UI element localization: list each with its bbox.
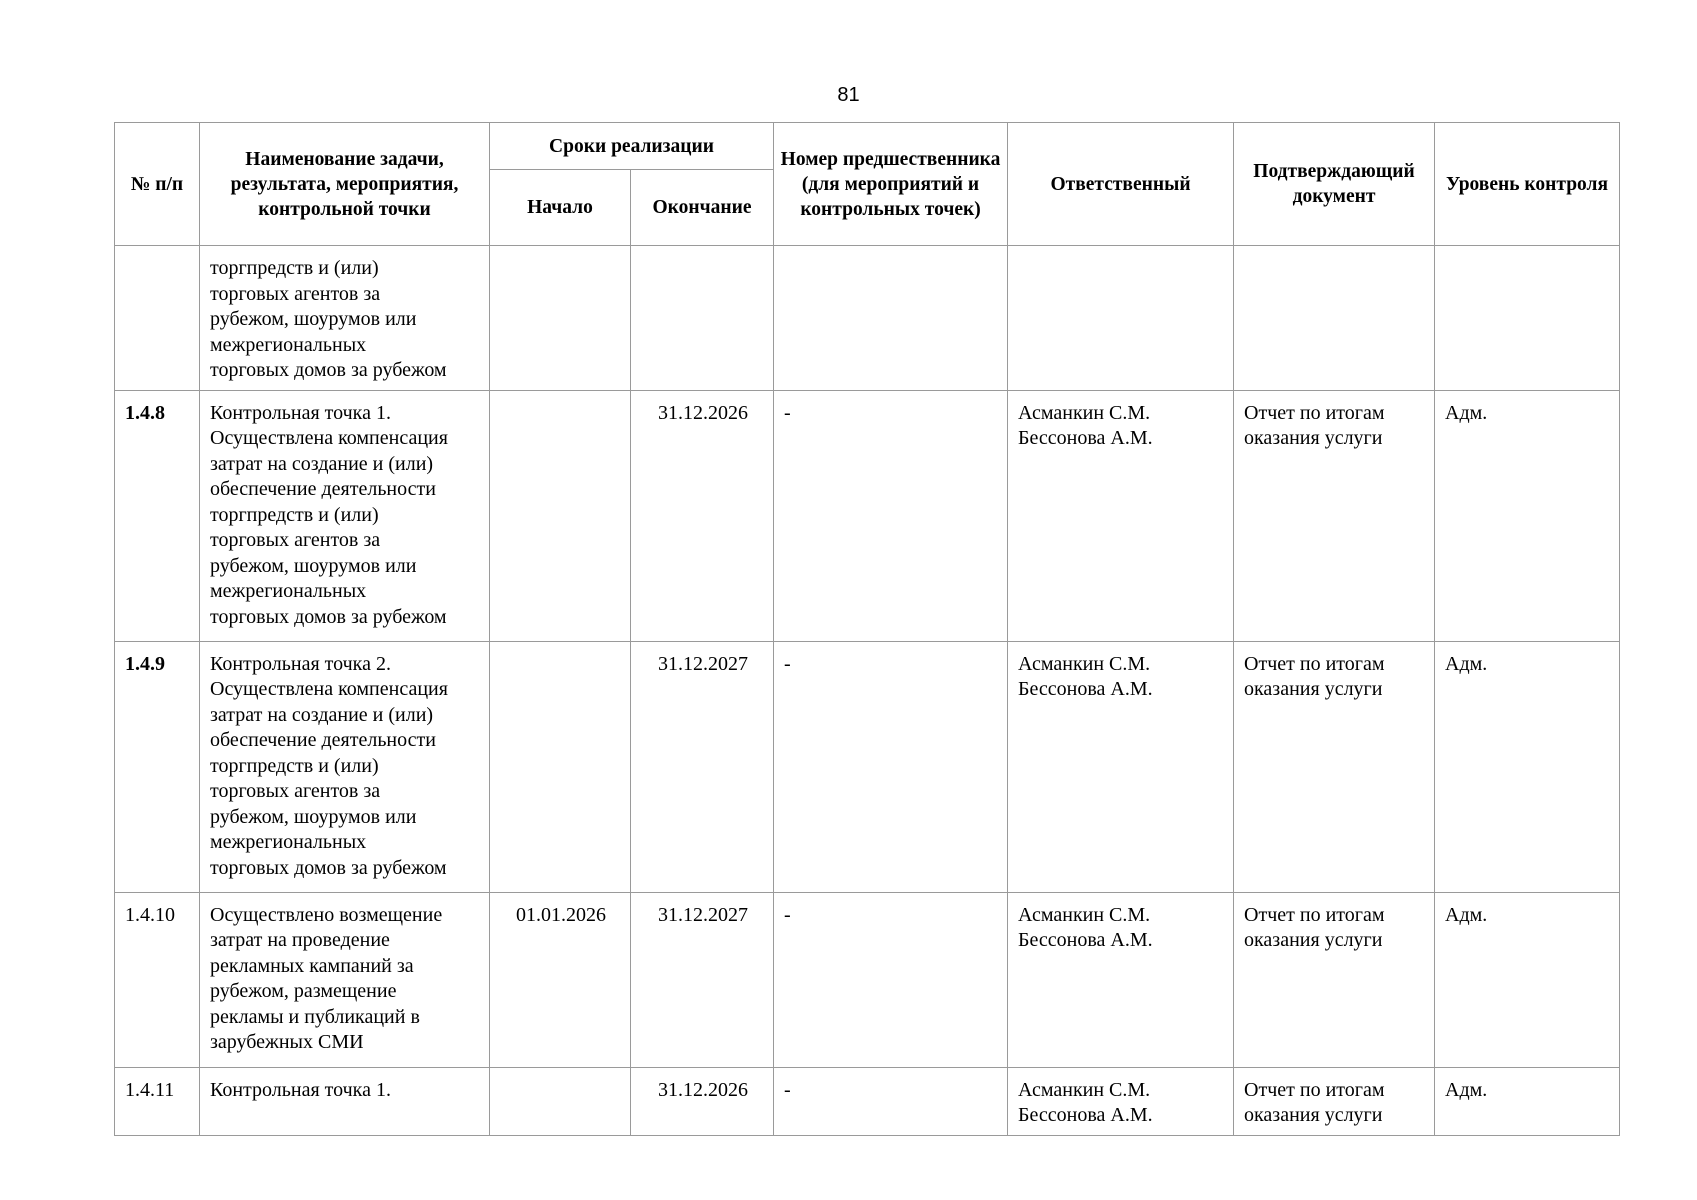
responsible-person: Бессонова А.М.: [1018, 929, 1153, 951]
task-line: торгпредств и (или): [210, 754, 379, 777]
row-responsible: [1008, 246, 1234, 391]
responsible-person: Асманкин С.М.: [1018, 652, 1151, 675]
row-document: [1234, 1067, 1435, 1135]
row-task-name: [200, 892, 490, 1067]
row-task-name: [200, 1067, 490, 1135]
row-responsible: [1008, 1067, 1234, 1135]
responsible-person: Бессонова А.М.: [1018, 1104, 1153, 1126]
row-start-date: [490, 246, 631, 391]
responsible-person: Асманкин С.М.: [1018, 401, 1151, 424]
row-control-level: Адм.: [1435, 641, 1620, 892]
header-control-level: Уровень контроля: [1435, 123, 1620, 246]
table-row: [115, 390, 1620, 641]
responsible-person: Асманкин С.М.: [1018, 1078, 1151, 1101]
row-start-date: [490, 641, 631, 892]
task-line: торговых домов за рубежом: [210, 359, 447, 381]
header-name: Наименование задачи, результата, мероприятия, контрольной точки: [200, 123, 490, 246]
responsible-person: Асманкин С.М.: [1018, 903, 1151, 926]
task-line: торговых агентов за: [210, 282, 381, 305]
row-end-date: 31.12.2026: [631, 390, 774, 641]
row-control-level: Адм.: [1435, 892, 1620, 1067]
task-line: затрат на создание и (или): [210, 703, 434, 726]
responsible-person: Бессонова А.М.: [1018, 678, 1153, 700]
task-line: рубежом, размещение: [210, 980, 397, 1002]
document-line: оказания услуги: [1244, 678, 1383, 700]
page-number: 81: [837, 84, 860, 106]
plan-table: [114, 122, 1620, 1136]
task-line: Осуществлена компенсация: [210, 427, 448, 449]
row-num: 1.4.8: [115, 390, 200, 641]
row-num: 1.4.10: [115, 892, 200, 1067]
header-responsible: Ответственный: [1008, 123, 1234, 246]
row-control-level: Адм.: [1435, 390, 1620, 641]
document-line: Отчет по итогам: [1244, 401, 1385, 424]
row-control-level: [1435, 246, 1620, 391]
task-line: Контрольная точка 1.: [210, 1078, 391, 1101]
task-line: межрегиональных: [210, 333, 367, 356]
task-line: торговых домов за рубежом: [210, 856, 447, 879]
row-task-name: [200, 641, 490, 892]
row-start-date: [490, 1067, 631, 1135]
table-row: [115, 641, 1620, 892]
row-num: 1.4.11: [115, 1067, 200, 1135]
task-line: межрегиональных: [210, 580, 367, 602]
task-line: торговых домов за рубежом: [210, 605, 447, 628]
header-num: № п/п: [115, 123, 200, 246]
row-predecessor: -: [774, 390, 1008, 641]
document-line: оказания услуги: [1244, 427, 1383, 449]
row-document: [1234, 246, 1435, 391]
table-row: [115, 1067, 1620, 1135]
task-line: Осуществлена компенсация: [210, 678, 448, 700]
row-document: [1234, 641, 1435, 892]
task-line: Контрольная точка 2.: [210, 652, 391, 675]
row-responsible: [1008, 390, 1234, 641]
row-responsible: [1008, 892, 1234, 1067]
row-num: [115, 246, 200, 391]
row-task-name: [200, 246, 490, 391]
row-control-level: Адм.: [1435, 1067, 1620, 1135]
task-line: рубежом, шоурумов или: [210, 554, 417, 577]
document-line: Отчет по итогам: [1244, 903, 1385, 926]
task-line: обеспечение деятельности: [210, 729, 436, 751]
task-line: торгпредств и (или): [210, 503, 379, 526]
task-line: обеспечение деятельности: [210, 478, 436, 500]
row-document: [1234, 892, 1435, 1067]
document-line: оказания услуги: [1244, 1104, 1383, 1126]
row-end-date: 31.12.2027: [631, 892, 774, 1067]
document-line: оказания услуги: [1244, 929, 1383, 951]
header-predecessor: Номер предшественника (для мероприятий и контрольных точек): [774, 123, 1008, 246]
task-line: рекламы и публикаций в: [210, 1005, 420, 1028]
row-responsible: [1008, 641, 1234, 892]
task-line: Контрольная точка 1.: [210, 401, 391, 424]
row-predecessor: [774, 246, 1008, 391]
table-header: [115, 123, 1620, 246]
task-line: Осуществлено возмещение: [210, 903, 443, 926]
header-start: Начало: [490, 170, 631, 246]
task-line: затрат на проведение: [210, 929, 390, 951]
header-document: Подтверждающий документ: [1234, 123, 1435, 246]
row-start-date: 01.01.2026: [490, 892, 631, 1067]
task-line: зарубежных СМИ: [210, 1031, 364, 1053]
row-num: 1.4.9: [115, 641, 200, 892]
row-end-date: 31.12.2027: [631, 641, 774, 892]
task-line: межрегиональных: [210, 831, 367, 853]
document-line: Отчет по итогам: [1244, 652, 1385, 675]
row-document: [1234, 390, 1435, 641]
row-predecessor: -: [774, 892, 1008, 1067]
responsible-person: Бессонова А.М.: [1018, 427, 1153, 449]
task-line: рубежом, шоурумов или: [210, 308, 417, 330]
row-predecessor: -: [774, 641, 1008, 892]
header-end: Окончание: [631, 170, 774, 246]
task-line: торговых агентов за: [210, 529, 381, 551]
task-line: затрат на создание и (или): [210, 452, 434, 475]
document-line: Отчет по итогам: [1244, 1078, 1385, 1101]
task-line: торговых агентов за: [210, 780, 381, 802]
row-predecessor: -: [774, 1067, 1008, 1135]
task-line: рубежом, шоурумов или: [210, 805, 417, 828]
row-task-name: [200, 390, 490, 641]
row-end-date: 31.12.2026: [631, 1067, 774, 1135]
row-start-date: [490, 390, 631, 641]
task-line: торгпредств и (или): [210, 257, 379, 279]
header-terms: Сроки реализации: [490, 123, 774, 170]
row-end-date: [631, 246, 774, 391]
task-line: рекламных кампаний за: [210, 954, 414, 977]
table-row: [115, 892, 1620, 1067]
table-row: [115, 246, 1620, 391]
table-body: [115, 246, 1620, 1136]
